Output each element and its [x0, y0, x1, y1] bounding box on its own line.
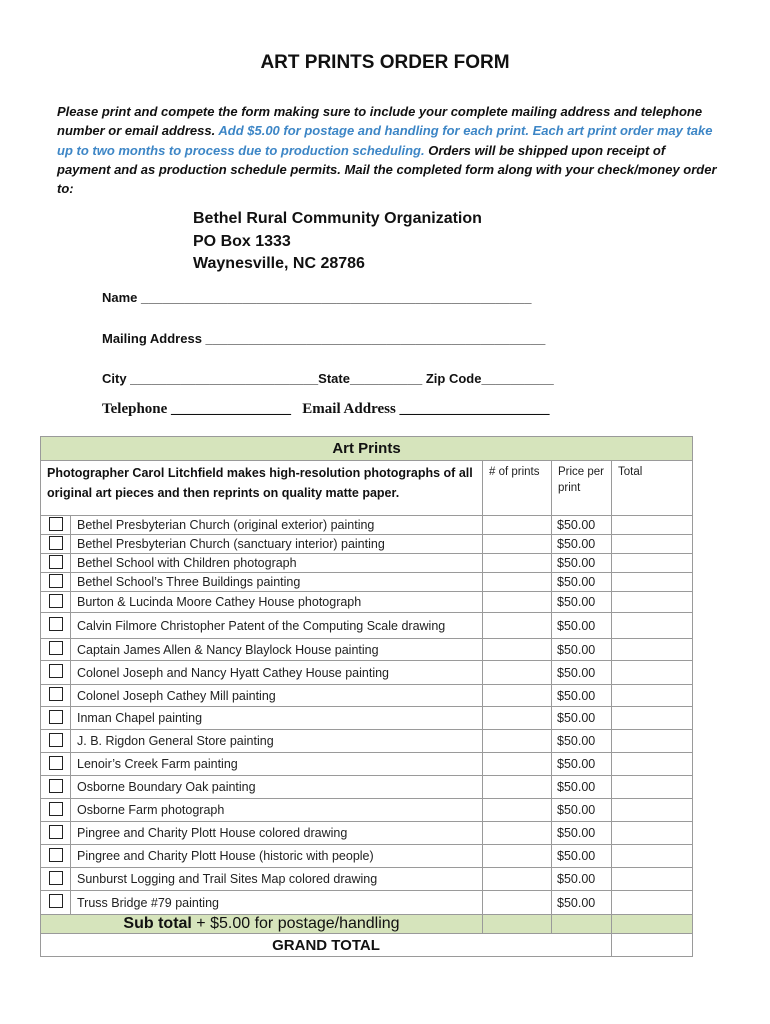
order-checkbox-cell: [41, 753, 71, 776]
item-price: $50.00: [552, 822, 612, 845]
order-checkbox[interactable]: [49, 756, 63, 770]
order-checkbox-cell: [41, 554, 71, 573]
order-checkbox-cell: [41, 730, 71, 753]
item-price: $50.00: [552, 516, 612, 535]
art-prints-table: [40, 436, 693, 957]
item-name: Burton & Lucinda Moore Cathey House photograph: [71, 592, 483, 613]
order-checkbox[interactable]: [49, 733, 63, 747]
order-checkbox-cell: [41, 707, 71, 730]
item-price: $50.00: [552, 661, 612, 685]
item-total-cell[interactable]: [612, 516, 693, 535]
item-name: Osborne Boundary Oak painting: [71, 776, 483, 799]
item-price: $50.00: [552, 753, 612, 776]
instructions-postage-note: Add $5.00 for postage and handling for each print. Each art print order may take up to two months to process due to production scheduling.: [57, 123, 713, 158]
item-total-cell[interactable]: [612, 799, 693, 822]
item-prints-cell[interactable]: [483, 730, 552, 753]
order-checkbox[interactable]: [49, 594, 63, 608]
item-prints-cell[interactable]: [483, 799, 552, 822]
order-checkbox-cell: [41, 822, 71, 845]
item-name: Captain James Allen & Nancy Blaylock House painting: [71, 639, 483, 661]
item-prints-cell[interactable]: [483, 776, 552, 799]
item-total-cell[interactable]: [612, 868, 693, 891]
subtotal-price-cell: [552, 915, 612, 934]
item-prints-cell[interactable]: [483, 516, 552, 535]
order-checkbox[interactable]: [49, 871, 63, 885]
order-checkbox[interactable]: [49, 894, 63, 908]
item-total-cell[interactable]: [612, 613, 693, 639]
col-header-prints: # of prints: [483, 461, 552, 516]
col-header-price: Price per print: [552, 461, 612, 516]
subtotal-total-cell[interactable]: [612, 915, 693, 934]
table-row: [41, 554, 693, 573]
item-price: $50.00: [552, 730, 612, 753]
order-checkbox-cell: [41, 685, 71, 707]
order-checkbox-cell: [41, 613, 71, 639]
table-header: Art Prints: [41, 437, 693, 461]
item-name: Colonel Joseph and Nancy Hyatt Cathey House painting: [71, 661, 483, 685]
order-checkbox[interactable]: [49, 848, 63, 862]
item-total-cell[interactable]: [612, 730, 693, 753]
instructions: [57, 102, 717, 198]
item-price: $50.00: [552, 573, 612, 592]
item-prints-cell[interactable]: [483, 573, 552, 592]
order-checkbox-cell: [41, 535, 71, 554]
table-row: [41, 891, 693, 915]
item-name: Colonel Joseph Cathey Mill painting: [71, 685, 483, 707]
item-total-cell[interactable]: [612, 661, 693, 685]
table-row: [41, 707, 693, 730]
address-pobox: PO Box 1333: [193, 232, 291, 250]
item-prints-cell[interactable]: [483, 554, 552, 573]
order-checkbox-cell: [41, 516, 71, 535]
order-checkbox-cell: [41, 799, 71, 822]
table-row: [41, 516, 693, 535]
address-org: Bethel Rural Community Organization: [193, 210, 482, 227]
item-name: Calvin Filmore Christopher Patent of the Computing Scale drawing: [71, 613, 483, 639]
item-price: $50.00: [552, 685, 612, 707]
item-price: $50.00: [552, 639, 612, 661]
instructions-text: Please print and compete the form making sure to include your complete mailing address and telephone number or email address.: [57, 104, 703, 139]
col-header-total: Total: [612, 461, 693, 516]
order-checkbox-cell: [41, 891, 71, 915]
table-row: [41, 592, 693, 613]
item-name: Bethel School with Children photograph: [71, 554, 483, 573]
order-checkbox[interactable]: [49, 574, 63, 588]
order-checkbox-cell: [41, 639, 71, 661]
item-name: Pingree and Charity Plott House (historic with people): [71, 845, 483, 868]
subtotal-label: [41, 915, 483, 934]
item-total-cell[interactable]: [612, 753, 693, 776]
order-checkbox[interactable]: [49, 617, 63, 631]
item-name: Bethel School’s Three Buildings painting: [71, 573, 483, 592]
item-price: $50.00: [552, 707, 612, 730]
table-row: [41, 868, 693, 891]
order-checkbox[interactable]: [49, 687, 63, 701]
telephone-email-field[interactable]: Telephone ________________ Email Address ____________________: [102, 401, 550, 417]
mailing-address-block: [193, 208, 482, 276]
item-prints-cell[interactable]: [483, 661, 552, 685]
order-checkbox[interactable]: [49, 802, 63, 816]
table-row: [41, 822, 693, 845]
form-title: ART PRINTS ORDER FORM: [260, 52, 510, 73]
item-total-cell[interactable]: [612, 685, 693, 707]
item-name: Truss Bridge #79 painting: [71, 891, 483, 915]
order-checkbox-cell: [41, 661, 71, 685]
table-row: [41, 573, 693, 592]
item-prints-cell[interactable]: [483, 891, 552, 915]
table-row: [41, 799, 693, 822]
mailing-address-field[interactable]: Mailing Address _______________________________________________: [102, 331, 546, 346]
item-prints-cell[interactable]: [483, 613, 552, 639]
item-name: Lenoir’s Creek Farm painting: [71, 753, 483, 776]
order-checkbox-cell: [41, 868, 71, 891]
item-total-cell[interactable]: [612, 573, 693, 592]
order-checkbox-cell: [41, 845, 71, 868]
item-name: Osborne Farm photograph: [71, 799, 483, 822]
name-field[interactable]: Name ______________________________________________________: [102, 290, 532, 305]
instructions-shipping-note: Orders will be shipped upon receipt of payment and as production schedule permits. Mail the completed form along with your check/money order to:: [57, 142, 717, 197]
grand-total-label: GRAND TOTAL: [41, 934, 612, 957]
item-name: Inman Chapel painting: [71, 707, 483, 730]
order-checkbox-cell: [41, 776, 71, 799]
item-name: Bethel Presbyterian Church (sanctuary interior) painting: [71, 535, 483, 554]
item-total-cell[interactable]: [612, 776, 693, 799]
order-checkbox[interactable]: [49, 664, 63, 678]
subtotal-note: + $5.00 for postage/handling: [191, 915, 400, 932]
item-name: J. B. Rigdon General Store painting: [71, 730, 483, 753]
item-prints-cell[interactable]: [483, 685, 552, 707]
grand-total-cell[interactable]: [612, 934, 693, 957]
item-prints-cell[interactable]: [483, 592, 552, 613]
order-checkbox[interactable]: [49, 779, 63, 793]
table-row: [41, 753, 693, 776]
table-description: Photographer Carol Litchfield makes high-resolution photographs of all original art pieces and then reprints on quality matte paper.: [41, 461, 483, 516]
item-prints-cell[interactable]: [483, 639, 552, 661]
item-price: $50.00: [552, 592, 612, 613]
table-row: [41, 845, 693, 868]
item-total-cell[interactable]: [612, 822, 693, 845]
item-prints-cell[interactable]: [483, 707, 552, 730]
table-row: [41, 535, 693, 554]
order-checkbox[interactable]: [49, 555, 63, 569]
item-total-cell[interactable]: [612, 845, 693, 868]
table-row: [41, 661, 693, 685]
item-price: $50.00: [552, 845, 612, 868]
item-prints-cell[interactable]: [483, 868, 552, 891]
item-price: $50.00: [552, 799, 612, 822]
item-total-cell[interactable]: [612, 639, 693, 661]
item-total-cell[interactable]: [612, 554, 693, 573]
item-name: Bethel Presbyterian Church (original exterior) painting: [71, 516, 483, 535]
item-price: $50.00: [552, 535, 612, 554]
address-city: Waynesville, NC 28786: [193, 255, 365, 272]
order-checkbox[interactable]: [49, 641, 63, 655]
item-name: Sunburst Logging and Trail Sites Map colored drawing: [71, 868, 483, 891]
item-total-cell[interactable]: [612, 592, 693, 613]
item-total-cell[interactable]: [612, 707, 693, 730]
item-prints-cell[interactable]: [483, 845, 552, 868]
item-prints-cell[interactable]: [483, 753, 552, 776]
table-row: [41, 730, 693, 753]
subtotal-bold: Sub total: [123, 915, 192, 932]
item-price: $50.00: [552, 613, 612, 639]
table-row: [41, 639, 693, 661]
order-checkbox[interactable]: [49, 517, 63, 531]
item-prints-cell[interactable]: [483, 535, 552, 554]
subtotal-prints-cell[interactable]: [483, 915, 552, 934]
city-state-zip-field[interactable]: City __________________________State__________ Zip Code__________: [102, 371, 554, 386]
order-checkbox[interactable]: [49, 825, 63, 839]
item-total-cell[interactable]: [612, 891, 693, 915]
item-total-cell[interactable]: [612, 535, 693, 554]
item-price: $50.00: [552, 891, 612, 915]
order-checkbox-cell: [41, 592, 71, 613]
item-prints-cell[interactable]: [483, 822, 552, 845]
table-row: [41, 685, 693, 707]
item-price: $50.00: [552, 776, 612, 799]
table-row: [41, 776, 693, 799]
table-row: [41, 613, 693, 639]
order-checkbox-cell: [41, 573, 71, 592]
item-name: Pingree and Charity Plott House colored drawing: [71, 822, 483, 845]
item-price: $50.00: [552, 868, 612, 891]
order-checkbox[interactable]: [49, 710, 63, 724]
order-checkbox[interactable]: [49, 536, 63, 550]
item-price: $50.00: [552, 554, 612, 573]
